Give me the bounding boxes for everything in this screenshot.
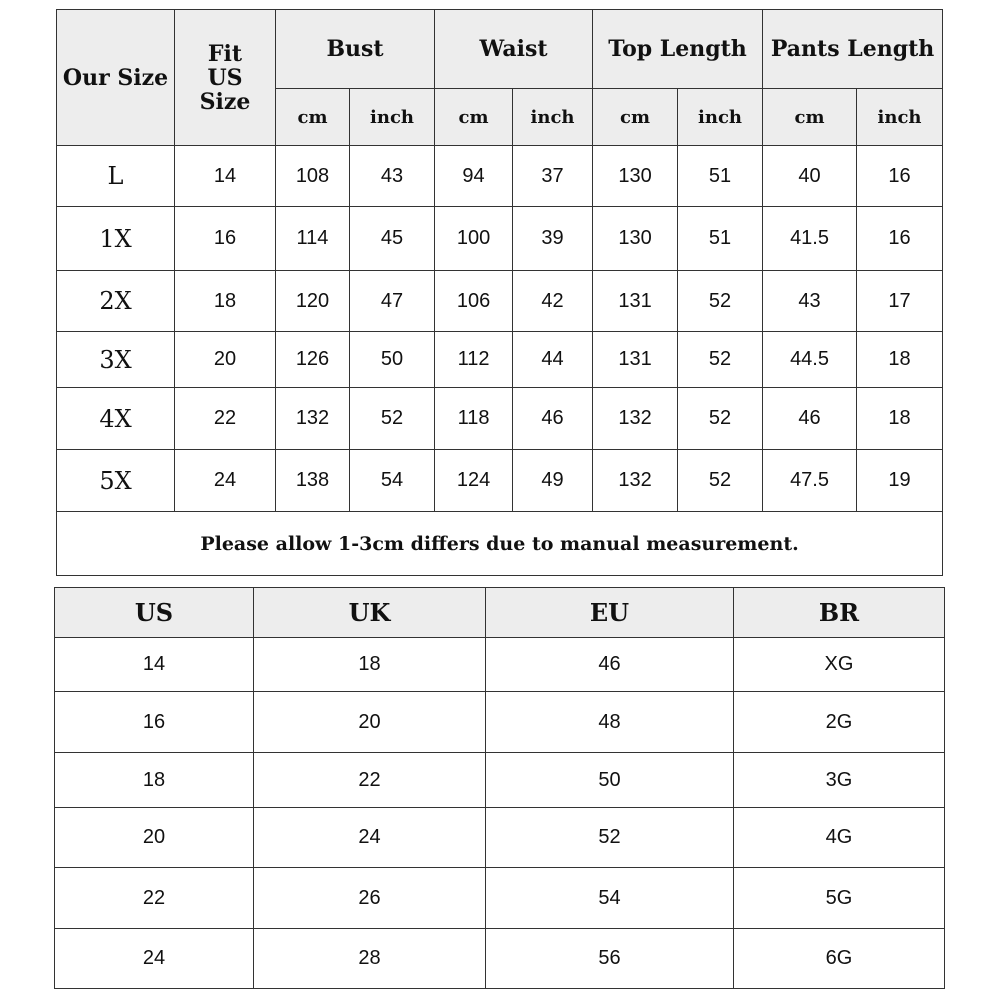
cell-our-size: 3X [57, 332, 175, 388]
cell-eu: 50 [486, 753, 734, 808]
cell-waist-cm: 106 [435, 271, 513, 332]
cell-bust-inch: 52 [350, 388, 435, 450]
cell-waist-inch: 49 [513, 450, 593, 512]
cell-br: 3G [734, 753, 945, 808]
unit-inch: inch [678, 89, 763, 146]
header-br: BR [734, 588, 945, 638]
cell-top-length-inch: 52 [678, 388, 763, 450]
header-us: US [55, 588, 254, 638]
cell-top-length-cm: 131 [593, 332, 678, 388]
measurement-note: Please allow 1-3cm differs due to manual measurement. [57, 512, 943, 576]
cell-pants-length-cm: 43 [763, 271, 857, 332]
cell-uk: 28 [254, 929, 486, 989]
cell-waist-inch: 44 [513, 332, 593, 388]
header-eu: EU [486, 588, 734, 638]
cell-us: 18 [55, 753, 254, 808]
header-our-size: Our Size [57, 10, 175, 146]
cell-br: XG [734, 638, 945, 692]
cell-bust-cm: 114 [276, 207, 350, 271]
cell-bust-cm: 120 [276, 271, 350, 332]
cell-top-length-inch: 52 [678, 271, 763, 332]
header-uk: UK [254, 588, 486, 638]
cell-top-length-cm: 131 [593, 271, 678, 332]
table-row [55, 638, 945, 692]
cell-fit-us-size: 22 [175, 388, 276, 450]
table-row [55, 929, 945, 989]
cell-bust-cm: 132 [276, 388, 350, 450]
cell-waist-cm: 100 [435, 207, 513, 271]
cell-uk: 26 [254, 868, 486, 929]
cell-our-size: 5X [57, 450, 175, 512]
unit-cm: cm [276, 89, 350, 146]
unit-cm: cm [593, 89, 678, 146]
header-fit-us-size: Fit US Size [175, 10, 276, 146]
cell-bust-cm: 138 [276, 450, 350, 512]
cell-bust-cm: 126 [276, 332, 350, 388]
table-row [57, 450, 943, 512]
cell-our-size: 2X [57, 271, 175, 332]
cell-waist-cm: 94 [435, 146, 513, 207]
cell-our-size: L [57, 146, 175, 207]
cell-eu: 56 [486, 929, 734, 989]
cell-waist-cm: 118 [435, 388, 513, 450]
cell-uk: 20 [254, 692, 486, 753]
table-row [57, 388, 943, 450]
unit-cm: cm [435, 89, 513, 146]
cell-pants-length-inch: 17 [857, 271, 943, 332]
cell-br: 5G [734, 868, 945, 929]
cell-uk: 22 [254, 753, 486, 808]
cell-eu: 52 [486, 808, 734, 868]
cell-fit-us-size: 20 [175, 332, 276, 388]
cell-bust-cm: 108 [276, 146, 350, 207]
cell-pants-length-cm: 47.5 [763, 450, 857, 512]
cell-us: 20 [55, 808, 254, 868]
cell-pants-length-cm: 44.5 [763, 332, 857, 388]
cell-top-length-cm: 132 [593, 450, 678, 512]
cell-top-length-inch: 52 [678, 450, 763, 512]
cell-pants-length-inch: 16 [857, 207, 943, 271]
cell-top-length-inch: 52 [678, 332, 763, 388]
cell-waist-cm: 124 [435, 450, 513, 512]
cell-us: 22 [55, 868, 254, 929]
cell-bust-inch: 43 [350, 146, 435, 207]
cell-top-length-inch: 51 [678, 207, 763, 271]
cell-bust-inch: 47 [350, 271, 435, 332]
cell-top-length-cm: 132 [593, 388, 678, 450]
cell-waist-inch: 37 [513, 146, 593, 207]
cell-top-length-cm: 130 [593, 207, 678, 271]
size-conversion-table [54, 587, 945, 989]
cell-pants-length-cm: 41.5 [763, 207, 857, 271]
cell-fit-us-size: 14 [175, 146, 276, 207]
cell-bust-inch: 45 [350, 207, 435, 271]
cell-br: 6G [734, 929, 945, 989]
unit-inch: inch [513, 89, 593, 146]
cell-pants-length-inch: 18 [857, 388, 943, 450]
table-row [57, 332, 943, 388]
table-row [55, 808, 945, 868]
cell-waist-cm: 112 [435, 332, 513, 388]
cell-waist-inch: 46 [513, 388, 593, 450]
cell-uk: 24 [254, 808, 486, 868]
cell-top-length-inch: 51 [678, 146, 763, 207]
cell-pants-length-cm: 46 [763, 388, 857, 450]
cell-waist-inch: 42 [513, 271, 593, 332]
table-row [57, 271, 943, 332]
cell-br: 2G [734, 692, 945, 753]
table-row [57, 207, 943, 271]
cell-eu: 46 [486, 638, 734, 692]
header-waist: Waist [435, 10, 593, 89]
cell-waist-inch: 39 [513, 207, 593, 271]
header-pants-length: Pants Length [763, 10, 943, 89]
table-row [57, 146, 943, 207]
unit-cm: cm [763, 89, 857, 146]
cell-bust-inch: 54 [350, 450, 435, 512]
cell-our-size: 1X [57, 207, 175, 271]
cell-pants-length-inch: 16 [857, 146, 943, 207]
cell-pants-length-inch: 19 [857, 450, 943, 512]
unit-inch: inch [350, 89, 435, 146]
cell-br: 4G [734, 808, 945, 868]
header-top-length: Top Length [593, 10, 763, 89]
size-chart-body [57, 146, 943, 512]
size-chart-table [56, 9, 943, 576]
conversion-chart-body [55, 638, 945, 989]
table-row [55, 692, 945, 753]
cell-fit-us-size: 24 [175, 450, 276, 512]
table-row [55, 868, 945, 929]
cell-us: 24 [55, 929, 254, 989]
cell-uk: 18 [254, 638, 486, 692]
cell-eu: 48 [486, 692, 734, 753]
header-bust: Bust [276, 10, 435, 89]
cell-bust-inch: 50 [350, 332, 435, 388]
cell-top-length-cm: 130 [593, 146, 678, 207]
cell-us: 16 [55, 692, 254, 753]
cell-our-size: 4X [57, 388, 175, 450]
cell-fit-us-size: 16 [175, 207, 276, 271]
cell-us: 14 [55, 638, 254, 692]
cell-pants-length-inch: 18 [857, 332, 943, 388]
cell-fit-us-size: 18 [175, 271, 276, 332]
table-row [55, 753, 945, 808]
cell-pants-length-cm: 40 [763, 146, 857, 207]
cell-eu: 54 [486, 868, 734, 929]
unit-inch: inch [857, 89, 943, 146]
